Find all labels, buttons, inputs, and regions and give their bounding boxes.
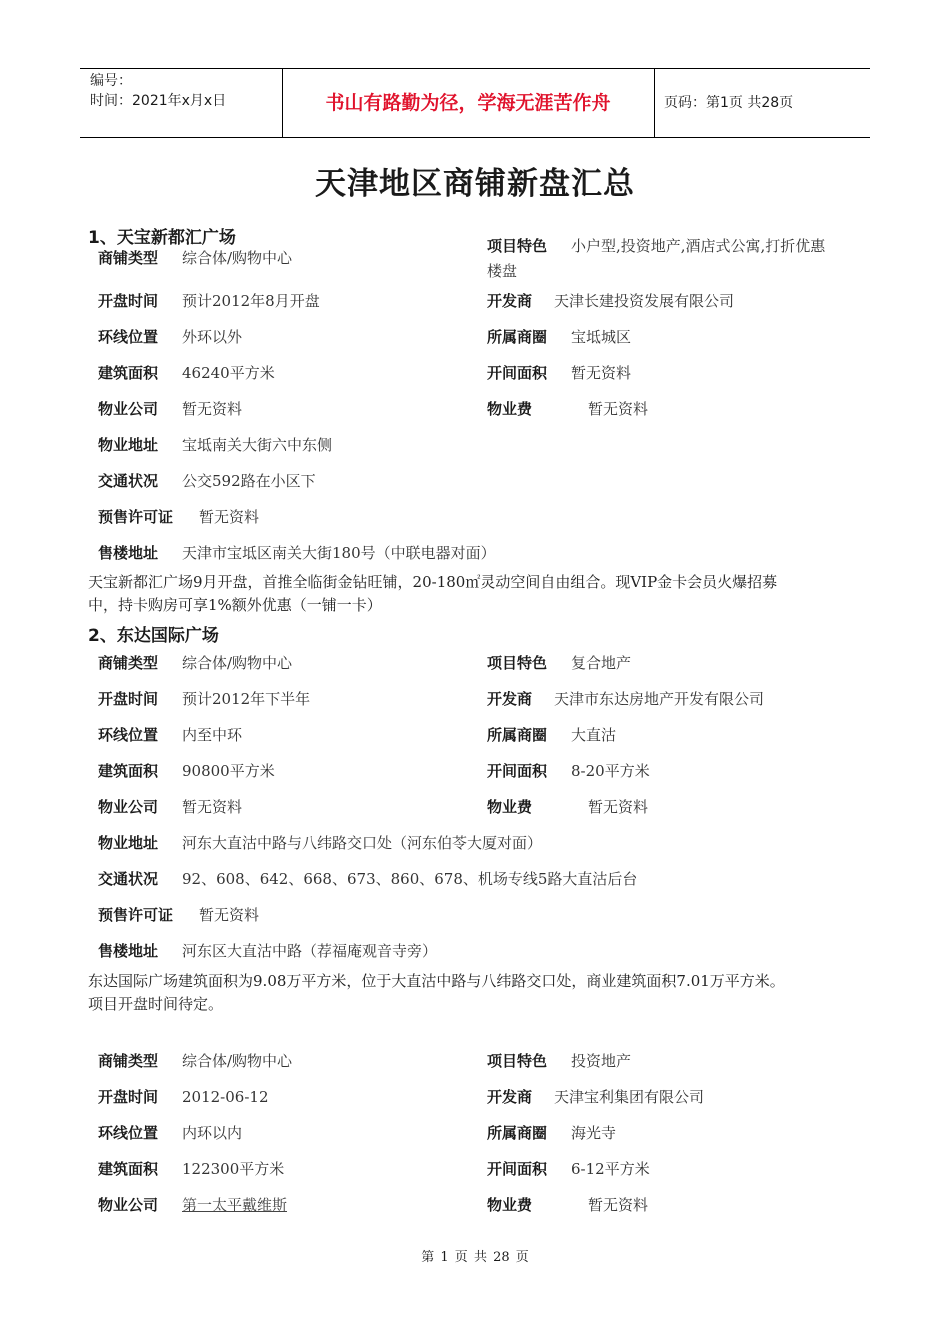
- field-value: 河东区大直沽中路（荐福庵观音寺旁）: [182, 942, 438, 960]
- field-label: 开发商: [487, 1088, 533, 1106]
- field-value: 6-12平方米: [571, 1160, 650, 1178]
- header-motto: 书山有路勤为径，学海无涯苦作舟: [325, 92, 611, 114]
- field-row: [98, 723, 242, 747]
- field-row: [487, 1157, 650, 1181]
- field-row: [487, 397, 648, 421]
- field-row: [98, 687, 310, 711]
- section-heading: 1、天宝新都汇广场: [88, 228, 236, 248]
- field-label: 物业费: [487, 400, 533, 418]
- field-label: 物业费: [487, 798, 533, 816]
- section-description: [88, 571, 868, 617]
- field-value: 暂无资料: [182, 400, 243, 418]
- field-row: [487, 259, 517, 283]
- field-label: 所属商圈: [487, 328, 548, 346]
- footer-text: 页: [454, 1250, 468, 1265]
- field-value: 宝坻城区: [571, 328, 632, 346]
- field-label: 开间面积: [487, 1160, 548, 1178]
- field-label: 交通状况: [98, 472, 159, 490]
- field-value: 河东大直沽中路与八纬路交口处（河东伯苓大厦对面）: [182, 834, 543, 852]
- field-label: 开间面积: [487, 762, 548, 780]
- header-page-info: 页码：第1页 共28页: [664, 95, 794, 111]
- field-value: 综合体/购物中心: [182, 654, 293, 672]
- field-row: [98, 397, 242, 421]
- field-value: 天津长建投资发展有限公司: [554, 292, 735, 310]
- page-header: [80, 68, 870, 138]
- field-label: 项目特色: [487, 654, 548, 672]
- field-label: 所属商圈: [487, 1124, 548, 1142]
- document-title: 天津地区商铺新盘汇总: [315, 166, 635, 202]
- field-label: 物业公司: [98, 1196, 159, 1214]
- field-label: 预售许可证: [98, 508, 174, 526]
- field-value: 投资地产: [571, 1052, 632, 1070]
- field-row: [487, 361, 631, 385]
- description-line: 天宝新都汇广场9月开盘，首推全临街金钻旺铺，20-180㎡灵动空间自由组合。现VIP金卡会员火爆招募: [88, 573, 778, 591]
- field-value: 楼盘: [487, 262, 518, 280]
- field-value: 宝坻南关大街六中东侧: [182, 436, 333, 454]
- field-value: 综合体/购物中心: [182, 1052, 293, 1070]
- field-value: 内环以内: [182, 1124, 243, 1142]
- field-row: [98, 289, 320, 313]
- field-value: 暂无资料: [571, 364, 632, 382]
- field-value: 92、608、642、668、673、860、678、机场专线5路大直沽后台: [182, 870, 638, 888]
- description-line: 项目开盘时间待定。: [88, 995, 224, 1013]
- field-label: 商铺类型: [98, 654, 159, 672]
- field-row: [98, 1157, 284, 1181]
- field-value: 46240平方米: [182, 364, 275, 382]
- field-value: 暂无资料: [588, 400, 649, 418]
- field-row: [98, 867, 637, 891]
- doc-date-label: 时间：2021年x月x日: [90, 93, 227, 109]
- field-row: [487, 1085, 704, 1109]
- field-row: [98, 246, 292, 270]
- property-company-link[interactable]: 第一太平戴维斯: [182, 1196, 288, 1214]
- field-row: [98, 831, 542, 855]
- field-value: 综合体/购物中心: [182, 249, 293, 267]
- field-label: 物业地址: [98, 834, 159, 852]
- field-row: [487, 289, 734, 313]
- field-value: 天津宝利集团有限公司: [554, 1088, 705, 1106]
- page-footer: [0, 1246, 950, 1265]
- field-label: 物业公司: [98, 798, 159, 816]
- field-row: [98, 1121, 242, 1145]
- field-row: [98, 469, 316, 493]
- footer-page-number: 1: [440, 1250, 449, 1265]
- field-value: 公交592路在小区下: [182, 472, 316, 490]
- field-value: 海光寺: [571, 1124, 617, 1142]
- field-label: 环线位置: [98, 328, 159, 346]
- field-row: [487, 1049, 631, 1073]
- field-row: [487, 759, 650, 783]
- field-row: [487, 234, 825, 258]
- footer-text: 共: [473, 1250, 487, 1265]
- field-label: 所属商圈: [487, 726, 548, 744]
- field-value: 暂无资料: [588, 798, 649, 816]
- field-row: [98, 433, 332, 457]
- field-label: 建筑面积: [98, 762, 159, 780]
- field-label: 项目特色: [487, 1052, 548, 1070]
- field-value: 暂无资料: [588, 1196, 649, 1214]
- field-row: [98, 651, 292, 675]
- field-label: 环线位置: [98, 1124, 159, 1142]
- field-label: 物业地址: [98, 436, 159, 454]
- field-label: 物业公司: [98, 400, 159, 418]
- field-label: 开发商: [487, 690, 533, 708]
- field-row: [98, 325, 242, 349]
- field-row: [98, 361, 275, 385]
- field-label: 项目特色: [487, 237, 548, 255]
- field-label: 物业费: [487, 1196, 533, 1214]
- field-value: 大直沽: [571, 726, 617, 744]
- field-value: 2012-06-12: [182, 1088, 269, 1106]
- footer-page-total: 28: [493, 1250, 510, 1265]
- field-value: 天津市宝坻区南关大街180号（中联电器对面）: [182, 544, 496, 562]
- field-label: 售楼地址: [98, 942, 159, 960]
- field-value: 预计2012年8月开盘: [182, 292, 320, 310]
- field-label: 商铺类型: [98, 1052, 159, 1070]
- doc-number-label: 编号：: [90, 73, 132, 89]
- field-value: 外环以外: [182, 328, 243, 346]
- field-value: 天津市东达房地产开发有限公司: [554, 690, 765, 708]
- field-label: 商铺类型: [98, 249, 159, 267]
- field-row: [98, 939, 437, 963]
- field-label: 开发商: [487, 292, 533, 310]
- field-row: [487, 651, 631, 675]
- field-row: [98, 903, 259, 927]
- field-label: 建筑面积: [98, 364, 159, 382]
- field-label: 交通状况: [98, 870, 159, 888]
- field-value: 暂无资料: [199, 508, 260, 526]
- section-heading: 2、东达国际广场: [88, 626, 219, 646]
- field-value: 暂无资料: [182, 798, 243, 816]
- field-label: 建筑面积: [98, 1160, 159, 1178]
- field-row: [98, 505, 259, 529]
- field-label: 开盘时间: [98, 1088, 159, 1106]
- field-value: 暂无资料: [199, 906, 260, 924]
- field-value: 90800平方米: [182, 762, 275, 780]
- field-label: 开盘时间: [98, 690, 159, 708]
- field-row: [98, 1049, 292, 1073]
- field-row: [487, 795, 648, 819]
- field-row: [487, 687, 764, 711]
- field-row: [98, 1085, 268, 1109]
- field-value: 8-20平方米: [571, 762, 650, 780]
- header-meta: [90, 71, 226, 111]
- field-label: 预售许可证: [98, 906, 174, 924]
- header-divider: [654, 69, 655, 137]
- field-row: [487, 325, 631, 349]
- field-label: 开间面积: [487, 364, 548, 382]
- field-value: 小户型,投资地产,酒店式公寓,打折优惠: [571, 237, 826, 255]
- field-row: [98, 759, 275, 783]
- field-label: 售楼地址: [98, 544, 159, 562]
- field-label: 环线位置: [98, 726, 159, 744]
- field-row: [487, 1193, 648, 1217]
- field-label: 开盘时间: [98, 292, 159, 310]
- field-row: [98, 541, 496, 565]
- field-row: [98, 795, 242, 819]
- field-value: 预计2012年下半年: [182, 690, 311, 708]
- footer-text: 页: [515, 1250, 529, 1265]
- field-value: 内至中环: [182, 726, 243, 744]
- field-value: 122300平方米: [182, 1160, 285, 1178]
- field-row: [98, 1193, 287, 1217]
- description-line: 中，持卡购房可享1%额外优惠（一铺一卡）: [88, 596, 382, 614]
- footer-text: 第: [421, 1250, 435, 1265]
- section-description: [88, 970, 868, 1016]
- field-row: [487, 1121, 616, 1145]
- description-line: 东达国际广场建筑面积为9.08万平方米，位于大直沽中路与八纬路交口处，商业建筑面积7.01万平方米。: [88, 972, 785, 990]
- field-value: 复合地产: [571, 654, 632, 672]
- field-row: [487, 723, 616, 747]
